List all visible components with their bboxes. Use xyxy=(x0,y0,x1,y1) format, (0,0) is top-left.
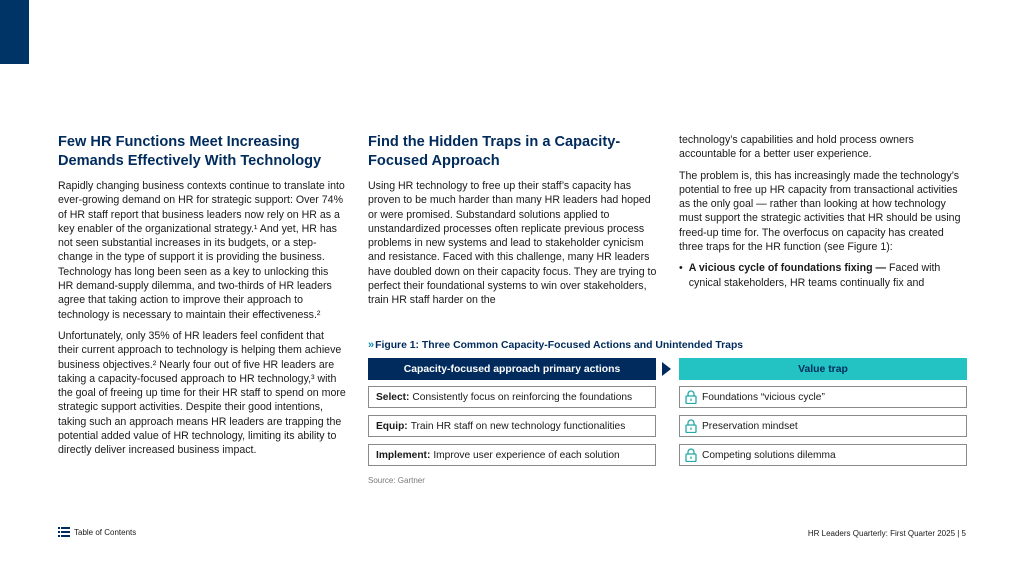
figure-source: Source: Gartner xyxy=(368,476,425,485)
row-label: Select: xyxy=(376,391,410,403)
row-label: Implement: xyxy=(376,449,431,461)
heading-hidden-traps: Find the Hidden Traps in a Capacity-Focused Approach xyxy=(368,134,621,169)
row-label: Equip: xyxy=(376,420,408,432)
paragraph-1: Rapidly changing business contexts continue to translate into ever-growing demand on HR for strategic support: Over 74% of HR staff report that business leaders now rely on HR as a key enabler of the organizational strategy.¹ And yet, HR has not seen substantial increases in its budgets, or a step-change in the type of support it is providing the business. Technology has long been seen as a key to unlocking this HR demand-supply dilemma, and two-thirds of HR leaders agree that taking action to improve their approach to technology is necessary to maintain their effectiveness.² xyxy=(58,180,345,321)
corner-accent-bar xyxy=(0,0,29,64)
table-of-contents-link[interactable] xyxy=(58,527,136,537)
row-text: Train HR staff on new technology functionalities xyxy=(410,420,626,432)
paragraph-3: Using HR technology to free up their staff’s capacity has proven to be much harder than many HR leaders had hoped or were promised. Substandard solutions applied to unstandardized processes often replicate previous process problems in new systems and lead to stakeholder cynicism and resistance. Faced with this challenge, many HR leaders have doubled down on their capacity focus. They are trying to perfect their foundational systems to win over stakeholders, train HR staff harder on the xyxy=(368,180,657,307)
heading-hr-functions: Few HR Functions Meet Increasing Demands Effectively With Technology xyxy=(58,134,322,169)
bullet-vicious-cycle xyxy=(679,261,967,290)
trap-text: Foundations “vicious cycle” xyxy=(702,391,825,403)
paragraph-4: technology’s capabilities and hold process owners accountable for a better user experience. xyxy=(679,134,914,161)
bullet-text: Faced with cynical stakeholders, HR teams continually fix and xyxy=(688,262,941,289)
figure-title-text: Figure 1: Three Common Capacity-Focused Actions and Unintended Traps xyxy=(375,339,744,351)
table-row-trap-2 xyxy=(679,415,967,437)
paragraph-5: The problem is, this has increasingly made the technology’s potential to free up HR capacity from transactional activities as the only goal — rather than looking at how technology must support the strategic activities that HR should be using freed-up time for. The overfocus on capacity has created three traps for the HR function (see Figure 1): xyxy=(679,169,961,254)
column-middle xyxy=(368,133,658,315)
table-row-trap-1 xyxy=(679,386,967,408)
row-text: Consistently focus on reinforcing the foundations xyxy=(412,391,633,403)
lock-icon xyxy=(685,419,697,433)
trap-text: Preservation mindset xyxy=(702,420,798,432)
bullet-mark: • xyxy=(679,262,683,275)
list-icon xyxy=(58,527,70,537)
row-text: Improve user experience of each solution xyxy=(433,449,620,461)
trap-text: Competing solutions dilemma xyxy=(702,449,836,461)
figure-title xyxy=(368,339,743,351)
table-row-equip xyxy=(368,415,656,437)
column-right xyxy=(679,133,967,290)
table-row-trap-3 xyxy=(679,444,967,466)
table-header-value-trap: Value trap xyxy=(679,358,967,380)
table-row-implement xyxy=(368,444,656,466)
lock-icon xyxy=(685,448,697,462)
table-row-select xyxy=(368,386,656,408)
chevron-right-icon: » xyxy=(368,339,372,351)
bullet-bold: A vicious cycle of foundations fixing — xyxy=(688,262,887,275)
column-left xyxy=(58,133,346,465)
toc-label: Table of Contents xyxy=(74,527,137,537)
paragraph-2: Unfortunately, only 35% of HR leaders feel confident that their current approach to technology is helping them achieve business objectives.² Nearly four out of five HR leaders are taking a capacity-focused approach to HR technology,³ with the goal of freeing up time for their HR staff to spend on more strategic support activities. Despite their good intentions, taking such an approach means HR leaders are trapping the potential added value of HR technology, limiting its ability to directly deliver increased business impact. xyxy=(58,329,346,457)
page-footer: HR Leaders Quarterly: First Quarter 2025 | 5 xyxy=(807,529,966,538)
bullet-content xyxy=(689,261,967,290)
arrow-right-icon xyxy=(662,362,671,376)
table-header-actions: Capacity-focused approach primary actions xyxy=(368,358,656,380)
lock-icon xyxy=(685,390,697,404)
